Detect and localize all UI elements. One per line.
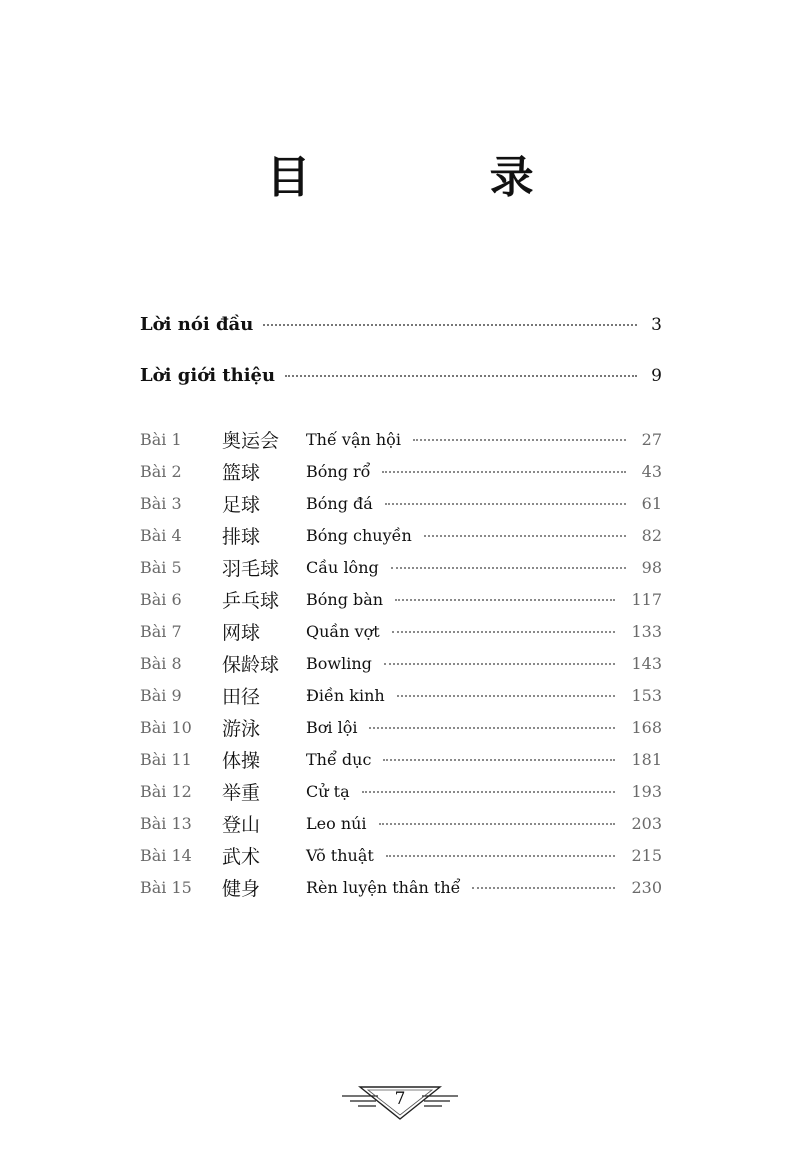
dot-leader — [385, 503, 626, 505]
lesson-page: 193 — [631, 782, 662, 801]
lesson-chinese-title: 网球 — [222, 622, 261, 644]
lesson-vietnamese-title: Võ thuật — [306, 846, 374, 865]
lesson-vietnamese-title: Bóng rổ — [306, 462, 371, 481]
lesson-row[interactable] — [140, 874, 662, 902]
lesson-number: Bài 4 — [140, 526, 182, 545]
page-title: 目 录 — [266, 152, 616, 203]
lesson-chinese-title: 健身 — [222, 878, 261, 900]
lesson-number: Bài 9 — [140, 686, 182, 705]
lesson-vietnamese-title: Bóng đá — [306, 494, 373, 513]
lesson-row[interactable] — [140, 650, 662, 678]
dot-leader — [395, 599, 615, 601]
lesson-number: Bài 6 — [140, 590, 182, 609]
lesson-vietnamese-title: Rèn luyện thân thể — [306, 878, 461, 897]
lesson-page: 133 — [631, 622, 662, 641]
lesson-row[interactable] — [140, 522, 662, 550]
dot-leader — [391, 567, 626, 569]
lesson-chinese-title: 篮球 — [222, 462, 261, 484]
lesson-row[interactable] — [140, 746, 662, 774]
lesson-number: Bài 12 — [140, 782, 192, 801]
lesson-page: 181 — [631, 750, 662, 769]
toc-entry-introduction[interactable] — [140, 365, 662, 386]
dot-leader — [413, 439, 626, 441]
lesson-chinese-title: 田径 — [222, 686, 261, 708]
lesson-row[interactable] — [140, 586, 662, 614]
lesson-vietnamese-title: Thế vận hội — [306, 430, 401, 449]
dot-leader — [386, 855, 616, 857]
dot-leader — [379, 823, 616, 825]
toc-entry-label: Lời giới thiệu — [140, 365, 276, 386]
lesson-number: Bài 14 — [140, 846, 192, 865]
lesson-vietnamese-title: Bóng chuyền — [306, 526, 412, 545]
dot-leader — [384, 663, 616, 665]
lesson-number: Bài 3 — [140, 494, 182, 513]
lesson-page: 43 — [641, 462, 662, 481]
lesson-vietnamese-title: Bowling — [306, 654, 372, 673]
page-footer — [340, 1082, 460, 1122]
lesson-vietnamese-title: Bơi lội — [306, 718, 358, 737]
lesson-page: 98 — [641, 558, 662, 577]
lesson-number: Bài 7 — [140, 622, 182, 641]
lesson-row[interactable] — [140, 810, 662, 838]
lesson-number: Bài 13 — [140, 814, 192, 833]
lesson-page: 203 — [631, 814, 662, 833]
lesson-vietnamese-title: Thể dục — [306, 750, 372, 769]
lesson-vietnamese-title: Bóng bàn — [306, 590, 384, 609]
lesson-vietnamese-title: Cầu lông — [306, 558, 379, 577]
lesson-vietnamese-title: Điền kinh — [306, 686, 385, 705]
lesson-row[interactable] — [140, 714, 662, 742]
lesson-page: 168 — [631, 718, 662, 737]
dot-leader — [472, 887, 615, 889]
lesson-number: Bài 15 — [140, 878, 192, 897]
lesson-row[interactable] — [140, 458, 662, 486]
lesson-row[interactable] — [140, 554, 662, 582]
dot-leader — [362, 791, 616, 793]
dot-leader — [263, 324, 637, 326]
page-number: 7 — [394, 1089, 406, 1109]
lesson-chinese-title: 排球 — [222, 526, 261, 548]
lesson-row[interactable] — [140, 842, 662, 870]
toc-entry-page: 3 — [651, 315, 662, 335]
lesson-number: Bài 1 — [140, 430, 182, 449]
lesson-chinese-title: 游泳 — [222, 718, 261, 740]
lesson-chinese-title: 体操 — [222, 750, 261, 772]
dot-leader — [397, 695, 616, 697]
lesson-page: 153 — [631, 686, 662, 705]
toc-entry-preface[interactable] — [140, 314, 662, 335]
lesson-chinese-title: 举重 — [222, 782, 261, 804]
lesson-vietnamese-title: Leo núi — [306, 814, 367, 833]
lesson-chinese-title: 羽毛球 — [222, 558, 280, 580]
dot-leader — [369, 727, 615, 729]
lesson-page: 82 — [641, 526, 662, 545]
lesson-number: Bài 2 — [140, 462, 182, 481]
lesson-page: 143 — [631, 654, 662, 673]
lesson-chinese-title: 登山 — [222, 814, 261, 836]
toc-entry-label: Lời nói đầu — [140, 314, 254, 335]
dot-leader — [382, 471, 625, 473]
lesson-page: 27 — [641, 430, 662, 449]
dot-leader — [392, 631, 616, 633]
lesson-number: Bài 10 — [140, 718, 192, 737]
toc-entry-page: 9 — [651, 366, 662, 386]
lesson-vietnamese-title: Cử tạ — [306, 782, 350, 801]
lesson-page: 117 — [631, 590, 662, 609]
lesson-chinese-title: 保龄球 — [222, 654, 280, 676]
lesson-page: 230 — [631, 878, 662, 897]
lesson-vietnamese-title: Quần vợt — [306, 622, 380, 641]
lesson-number: Bài 5 — [140, 558, 182, 577]
lesson-number: Bài 11 — [140, 750, 192, 769]
lesson-page: 215 — [631, 846, 662, 865]
lesson-row[interactable] — [140, 426, 662, 454]
lesson-number: Bài 8 — [140, 654, 182, 673]
dot-leader — [285, 375, 637, 377]
lesson-row[interactable] — [140, 618, 662, 646]
lesson-chinese-title: 奥运会 — [222, 430, 280, 452]
lesson-chinese-title: 足球 — [222, 494, 261, 516]
lesson-row[interactable] — [140, 682, 662, 710]
lesson-row[interactable] — [140, 490, 662, 518]
lesson-page: 61 — [641, 494, 662, 513]
lesson-chinese-title: 乒乓球 — [222, 590, 280, 612]
lesson-chinese-title: 武术 — [222, 846, 261, 868]
dot-leader — [383, 759, 615, 761]
lesson-row[interactable] — [140, 778, 662, 806]
dot-leader — [424, 535, 626, 537]
